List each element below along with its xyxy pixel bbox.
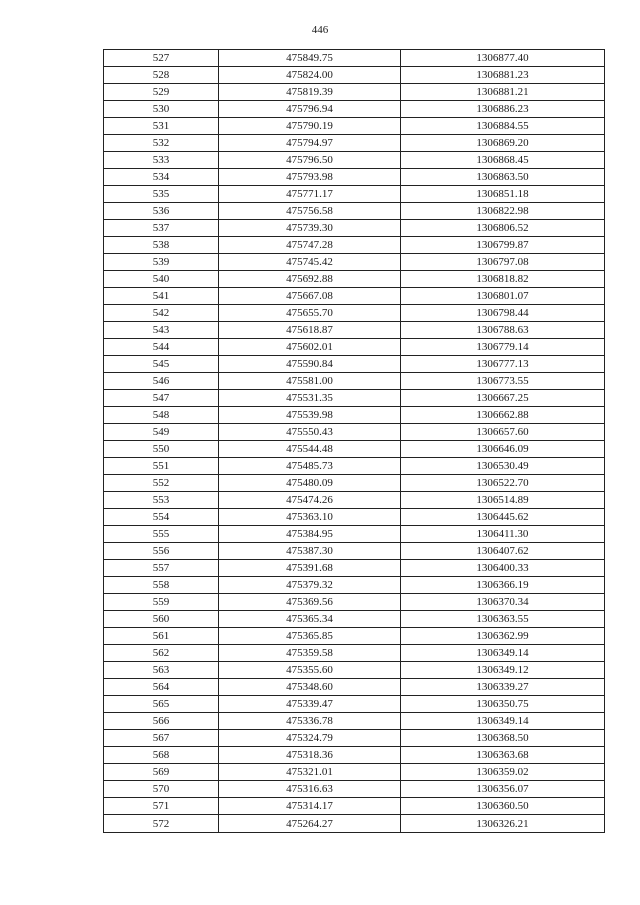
point-number-cell: 538 — [104, 237, 219, 254]
y-coordinate-cell: 1306326.21 — [401, 815, 605, 833]
y-coordinate-cell: 1306349.14 — [401, 713, 605, 730]
table-row — [104, 815, 605, 833]
table-row — [104, 322, 605, 339]
point-number-cell: 555 — [104, 526, 219, 543]
y-coordinate-cell: 1306363.68 — [401, 747, 605, 764]
x-coordinate-cell: 475824.00 — [219, 67, 401, 84]
point-number-cell: 548 — [104, 407, 219, 424]
y-coordinate-cell: 1306877.40 — [401, 50, 605, 67]
y-coordinate-cell: 1306350.75 — [401, 696, 605, 713]
table-row — [104, 220, 605, 237]
x-coordinate-cell: 475379.32 — [219, 577, 401, 594]
point-number-cell: 565 — [104, 696, 219, 713]
table-row — [104, 577, 605, 594]
x-coordinate-cell: 475849.75 — [219, 50, 401, 67]
table-row — [104, 67, 605, 84]
table-row — [104, 407, 605, 424]
table-row — [104, 288, 605, 305]
y-coordinate-cell: 1306806.52 — [401, 220, 605, 237]
x-coordinate-cell: 475796.94 — [219, 101, 401, 118]
table-row — [104, 152, 605, 169]
table-row — [104, 118, 605, 135]
x-coordinate-cell: 475655.70 — [219, 305, 401, 322]
y-coordinate-cell: 1306797.08 — [401, 254, 605, 271]
table-row — [104, 424, 605, 441]
y-coordinate-cell: 1306801.07 — [401, 288, 605, 305]
point-number-cell: 531 — [104, 118, 219, 135]
point-number-cell: 569 — [104, 764, 219, 781]
y-coordinate-cell: 1306522.70 — [401, 475, 605, 492]
y-coordinate-cell: 1306822.98 — [401, 203, 605, 220]
y-coordinate-cell: 1306884.55 — [401, 118, 605, 135]
x-coordinate-cell: 475321.01 — [219, 764, 401, 781]
y-coordinate-cell: 1306366.19 — [401, 577, 605, 594]
point-number-cell: 550 — [104, 441, 219, 458]
y-coordinate-cell: 1306400.33 — [401, 560, 605, 577]
x-coordinate-cell: 475485.73 — [219, 458, 401, 475]
x-coordinate-cell: 475363.10 — [219, 509, 401, 526]
x-coordinate-cell: 475369.56 — [219, 594, 401, 611]
point-number-cell: 547 — [104, 390, 219, 407]
y-coordinate-cell: 1306881.23 — [401, 67, 605, 84]
x-coordinate-cell: 475336.78 — [219, 713, 401, 730]
point-number-cell: 562 — [104, 645, 219, 662]
table-row — [104, 441, 605, 458]
coordinates-table-body — [104, 50, 605, 833]
y-coordinate-cell: 1306818.82 — [401, 271, 605, 288]
table-row — [104, 594, 605, 611]
point-number-cell: 537 — [104, 220, 219, 237]
point-number-cell: 567 — [104, 730, 219, 747]
y-coordinate-cell: 1306530.49 — [401, 458, 605, 475]
x-coordinate-cell: 475790.19 — [219, 118, 401, 135]
x-coordinate-cell: 475324.79 — [219, 730, 401, 747]
table-row — [104, 492, 605, 509]
table-row — [104, 509, 605, 526]
y-coordinate-cell: 1306339.27 — [401, 679, 605, 696]
point-number-cell: 544 — [104, 339, 219, 356]
y-coordinate-cell: 1306869.20 — [401, 135, 605, 152]
table-row — [104, 628, 605, 645]
y-coordinate-cell: 1306662.88 — [401, 407, 605, 424]
table-row — [104, 356, 605, 373]
table-row — [104, 135, 605, 152]
y-coordinate-cell: 1306349.14 — [401, 645, 605, 662]
y-coordinate-cell: 1306886.23 — [401, 101, 605, 118]
point-number-cell: 532 — [104, 135, 219, 152]
x-coordinate-cell: 475539.98 — [219, 407, 401, 424]
table-row — [104, 679, 605, 696]
x-coordinate-cell: 475745.42 — [219, 254, 401, 271]
point-number-cell: 556 — [104, 543, 219, 560]
x-coordinate-cell: 475480.09 — [219, 475, 401, 492]
x-coordinate-cell: 475365.85 — [219, 628, 401, 645]
table-row — [104, 526, 605, 543]
point-number-cell: 554 — [104, 509, 219, 526]
table-row — [104, 781, 605, 798]
x-coordinate-cell: 475739.30 — [219, 220, 401, 237]
table-row — [104, 713, 605, 730]
y-coordinate-cell: 1306773.55 — [401, 373, 605, 390]
y-coordinate-cell: 1306777.13 — [401, 356, 605, 373]
point-number-cell: 528 — [104, 67, 219, 84]
y-coordinate-cell: 1306407.62 — [401, 543, 605, 560]
point-number-cell: 541 — [104, 288, 219, 305]
table-row — [104, 339, 605, 356]
x-coordinate-cell: 475618.87 — [219, 322, 401, 339]
table-row — [104, 305, 605, 322]
y-coordinate-cell: 1306868.45 — [401, 152, 605, 169]
x-coordinate-cell: 475365.34 — [219, 611, 401, 628]
point-number-cell: 535 — [104, 186, 219, 203]
point-number-cell: 570 — [104, 781, 219, 798]
x-coordinate-cell: 475531.35 — [219, 390, 401, 407]
x-coordinate-cell: 475771.17 — [219, 186, 401, 203]
y-coordinate-cell: 1306863.50 — [401, 169, 605, 186]
x-coordinate-cell: 475581.00 — [219, 373, 401, 390]
y-coordinate-cell: 1306657.60 — [401, 424, 605, 441]
x-coordinate-cell: 475550.43 — [219, 424, 401, 441]
point-number-cell: 561 — [104, 628, 219, 645]
point-number-cell: 560 — [104, 611, 219, 628]
point-number-cell: 552 — [104, 475, 219, 492]
point-number-cell: 553 — [104, 492, 219, 509]
point-number-cell: 542 — [104, 305, 219, 322]
point-number-cell: 571 — [104, 798, 219, 815]
table-row — [104, 50, 605, 67]
point-number-cell: 563 — [104, 662, 219, 679]
table-row — [104, 271, 605, 288]
point-number-cell: 529 — [104, 84, 219, 101]
table-row — [104, 84, 605, 101]
table-row — [104, 543, 605, 560]
x-coordinate-cell: 475348.60 — [219, 679, 401, 696]
table-row — [104, 696, 605, 713]
x-coordinate-cell: 475794.97 — [219, 135, 401, 152]
x-coordinate-cell: 475692.88 — [219, 271, 401, 288]
x-coordinate-cell: 475384.95 — [219, 526, 401, 543]
table-row — [104, 390, 605, 407]
point-number-cell: 551 — [104, 458, 219, 475]
table-row — [104, 475, 605, 492]
point-number-cell: 527 — [104, 50, 219, 67]
x-coordinate-cell: 475819.39 — [219, 84, 401, 101]
table-row — [104, 662, 605, 679]
x-coordinate-cell: 475391.68 — [219, 560, 401, 577]
y-coordinate-cell: 1306411.30 — [401, 526, 605, 543]
table-row — [104, 254, 605, 271]
coordinates-table — [103, 49, 605, 833]
point-number-cell: 559 — [104, 594, 219, 611]
x-coordinate-cell: 475339.47 — [219, 696, 401, 713]
x-coordinate-cell: 475544.48 — [219, 441, 401, 458]
point-number-cell: 530 — [104, 101, 219, 118]
y-coordinate-cell: 1306359.02 — [401, 764, 605, 781]
table-row — [104, 203, 605, 220]
point-number-cell: 545 — [104, 356, 219, 373]
table-row — [104, 747, 605, 764]
y-coordinate-cell: 1306788.63 — [401, 322, 605, 339]
point-number-cell: 546 — [104, 373, 219, 390]
y-coordinate-cell: 1306445.62 — [401, 509, 605, 526]
y-coordinate-cell: 1306514.89 — [401, 492, 605, 509]
x-coordinate-cell: 475474.26 — [219, 492, 401, 509]
point-number-cell: 568 — [104, 747, 219, 764]
x-coordinate-cell: 475667.08 — [219, 288, 401, 305]
x-coordinate-cell: 475796.50 — [219, 152, 401, 169]
y-coordinate-cell: 1306370.34 — [401, 594, 605, 611]
y-coordinate-cell: 1306779.14 — [401, 339, 605, 356]
table-row — [104, 186, 605, 203]
point-number-cell: 539 — [104, 254, 219, 271]
y-coordinate-cell: 1306851.18 — [401, 186, 605, 203]
y-coordinate-cell: 1306667.25 — [401, 390, 605, 407]
page-number: 446 — [311, 24, 329, 36]
x-coordinate-cell: 475387.30 — [219, 543, 401, 560]
table-row — [104, 798, 605, 815]
table-row — [104, 560, 605, 577]
x-coordinate-cell: 475602.01 — [219, 339, 401, 356]
y-coordinate-cell: 1306360.50 — [401, 798, 605, 815]
point-number-cell: 572 — [104, 815, 219, 833]
table-row — [104, 645, 605, 662]
x-coordinate-cell: 475318.36 — [219, 747, 401, 764]
table-row — [104, 169, 605, 186]
table-row — [104, 373, 605, 390]
y-coordinate-cell: 1306881.21 — [401, 84, 605, 101]
y-coordinate-cell: 1306363.55 — [401, 611, 605, 628]
point-number-cell: 543 — [104, 322, 219, 339]
point-number-cell: 533 — [104, 152, 219, 169]
point-number-cell: 549 — [104, 424, 219, 441]
x-coordinate-cell: 475747.28 — [219, 237, 401, 254]
y-coordinate-cell: 1306362.99 — [401, 628, 605, 645]
table-row — [104, 458, 605, 475]
point-number-cell: 558 — [104, 577, 219, 594]
point-number-cell: 566 — [104, 713, 219, 730]
point-number-cell: 540 — [104, 271, 219, 288]
x-coordinate-cell: 475316.63 — [219, 781, 401, 798]
point-number-cell: 557 — [104, 560, 219, 577]
x-coordinate-cell: 475355.60 — [219, 662, 401, 679]
table-row — [104, 611, 605, 628]
table-row — [104, 237, 605, 254]
point-number-cell: 536 — [104, 203, 219, 220]
x-coordinate-cell: 475756.58 — [219, 203, 401, 220]
table-row — [104, 101, 605, 118]
point-number-cell: 564 — [104, 679, 219, 696]
y-coordinate-cell: 1306646.09 — [401, 441, 605, 458]
x-coordinate-cell: 475314.17 — [219, 798, 401, 815]
x-coordinate-cell: 475590.84 — [219, 356, 401, 373]
table-row — [104, 764, 605, 781]
y-coordinate-cell: 1306356.07 — [401, 781, 605, 798]
y-coordinate-cell: 1306368.50 — [401, 730, 605, 747]
x-coordinate-cell: 475793.98 — [219, 169, 401, 186]
y-coordinate-cell: 1306349.12 — [401, 662, 605, 679]
x-coordinate-cell: 475359.58 — [219, 645, 401, 662]
y-coordinate-cell: 1306798.44 — [401, 305, 605, 322]
x-coordinate-cell: 475264.27 — [219, 815, 401, 833]
y-coordinate-cell: 1306799.87 — [401, 237, 605, 254]
point-number-cell: 534 — [104, 169, 219, 186]
table-row — [104, 730, 605, 747]
